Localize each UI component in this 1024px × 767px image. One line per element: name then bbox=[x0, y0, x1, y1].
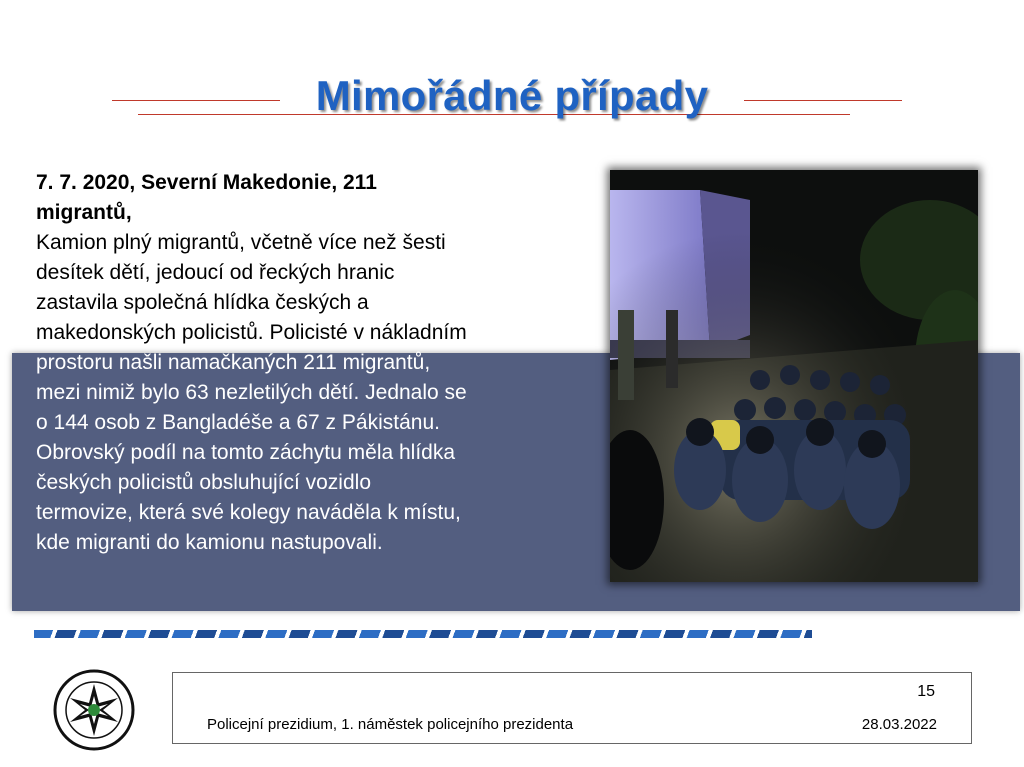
case-body-dark bbox=[36, 348, 566, 558]
case-heading-line: 7. 7. 2020, Severní Makedonie, 211 bbox=[36, 171, 377, 194]
case-body-line: českých policistů obsluhující vozidlo bbox=[36, 471, 371, 494]
case-heading-line: migrantů, bbox=[36, 201, 132, 224]
case-body-line: Obrovský podíl na tomto záchytu měla hlídka bbox=[36, 441, 456, 464]
case-body-light bbox=[36, 228, 566, 348]
case-body-line: kde migranti do kamionu nastupovali. bbox=[36, 531, 383, 554]
footer-date: 28.03.2022 bbox=[861, 716, 937, 733]
case-body-line: Kamion plný migrantů, včetně více než šesti bbox=[36, 231, 446, 254]
police-star-seal-icon bbox=[52, 668, 136, 752]
case-body-line: zastavila společná hlídka českých a bbox=[36, 291, 369, 314]
case-body-line: prostoru našli namačkaných 211 migrantů, bbox=[36, 351, 431, 374]
case-body-line: o 144 osob z Bangladéše a 67 z Pákistánu. bbox=[36, 411, 440, 434]
case-body-line: termovize, která své kolegy naváděla k místu, bbox=[36, 501, 461, 524]
footer-organization: Policejní prezidium, 1. náměstek policejního prezidenta bbox=[207, 716, 574, 733]
night-photo-icon bbox=[610, 170, 978, 582]
case-body-line: desítek dětí, jedoucí od řeckých hranic bbox=[36, 261, 395, 284]
slide-title: Mimořádné případy bbox=[315, 72, 709, 119]
footer-box bbox=[172, 672, 972, 744]
case-body-line: makedonských policistů. Policisté v nákladním bbox=[36, 321, 467, 344]
decorative-stripes bbox=[34, 630, 812, 638]
case-heading bbox=[36, 168, 566, 228]
case-description bbox=[36, 168, 566, 558]
page-number: 15 bbox=[917, 683, 935, 700]
case-body-line: mezi nimiž bylo 63 nezletilých dětí. Jednalo se bbox=[36, 381, 467, 404]
